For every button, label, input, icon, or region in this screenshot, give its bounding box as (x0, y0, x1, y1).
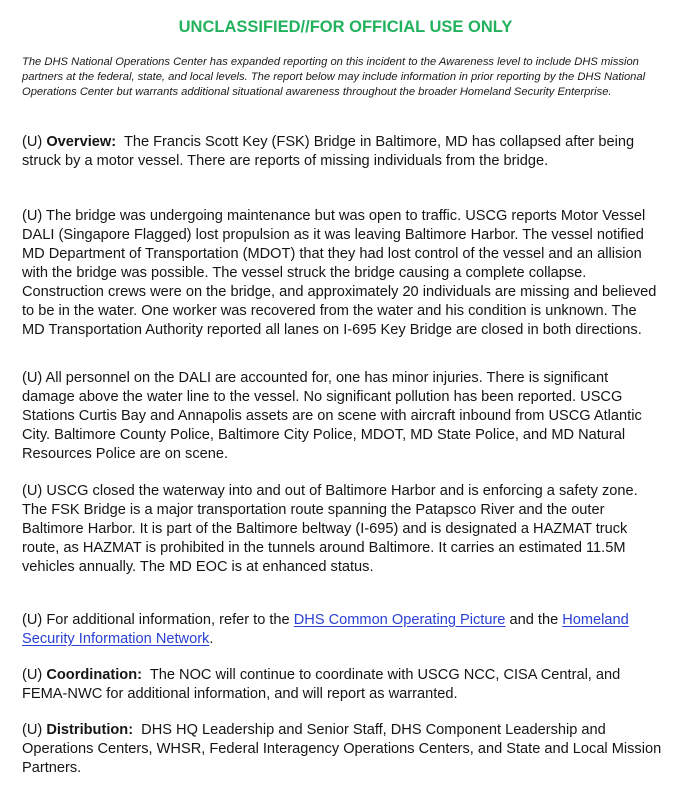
portion-marking: (U) (22, 134, 47, 150)
overview-heading: Overview: (46, 134, 117, 150)
info-suffix: . (209, 631, 214, 647)
additional-info-paragraph (22, 611, 662, 649)
coordination-text: The NOC will continue to coordinate with USCG NCC, CISA Central, and FEMA-NWC for additional information, and will report as warranted. (22, 667, 625, 702)
distribution-text: DHS HQ Leadership and Senior Staff, DHS Component Leadership and Operations Centers, WHSR, Federal Interagency Operations Centers, and State and Local Mission Partners. (22, 722, 666, 776)
info-prefix: (U) For additional information, refer to the (22, 612, 294, 628)
homeland-security-information-network-link[interactable]: Homeland Security Information Network (22, 612, 629, 647)
coordination-heading: Coordination: (46, 667, 142, 683)
personnel-paragraph: (U) All personnel on the DALI are accounted for, one has minor injuries. There is significant damage above the water line to the vessel. No significant pollution has been reported. USCG Stations Curtis Bay and Annapolis assets are on scene with aircraft inbound from USCG Atlantic City. Baltimore County Police, Baltimore City Police, MDOT, MD State Police, and MD Natural Resources Police are on scene. (22, 370, 642, 462)
overview-paragraph (22, 133, 662, 171)
distribution-heading: Distribution: (46, 722, 134, 738)
portion-marking: (U) (22, 667, 47, 683)
waterway-closure-paragraph: (U) USCG closed the waterway into and out of Baltimore Harbor and is enforcing a safety zone. The FSK Bridge is a major transportation route spanning the Patapsco River and the outer Baltimore Harbor. It is part of the Baltimore beltway (I-695) and is designated a HAZMAT truck route, as HAZMAT is prohibited in the tunnels around Baltimore. It carries an estimated 11.5M vehicles annually. The MD EOC is at enhanced status. (22, 483, 638, 575)
intro-paragraph: The DHS National Operations Center has expanded reporting on this incident to the Awareness level to include DHS mission partners at the federal, state, and local levels. The report below may include information in prior reporting by the DHS National Operations Center but warrants additional situational awareness throughout the broader Homeland Security Enterprise. (22, 56, 646, 98)
bridge-status-paragraph: (U) The bridge was undergoing maintenance but was open to traffic. USCG reports Motor Vessel DALI (Singapore Flagged) lost propulsion as it was leaving Baltimore Harbor. The vessel notified MD Department of Transportation (MDOT) that they had lost control of the vessel and an allision with the bridge was possible. The vessel struck the bridge causing a complete collapse. Construction crews were on the bridge, and approximately 20 individuals are missing and believed to be in the water. One worker was recovered from the water and his condition is unknown. The MD Transportation Authority reported all lanes on I-695 Key Bridge are closed in both directions. (22, 208, 657, 338)
info-middle: and the (505, 612, 563, 628)
dhs-common-operating-picture-link[interactable]: DHS Common Operating Picture (293, 612, 506, 628)
overview-text: The Francis Scott Key (FSK) Bridge in Baltimore, MD has collapsed after being struck by a motor vessel. There are reports of missing individuals from the bridge. (22, 134, 639, 169)
coordination-paragraph (22, 666, 662, 704)
portion-marking: (U) (22, 722, 47, 738)
classification-banner: UNCLASSIFIED//FOR OFFICIAL USE ONLY (178, 18, 513, 36)
distribution-paragraph (22, 721, 666, 778)
